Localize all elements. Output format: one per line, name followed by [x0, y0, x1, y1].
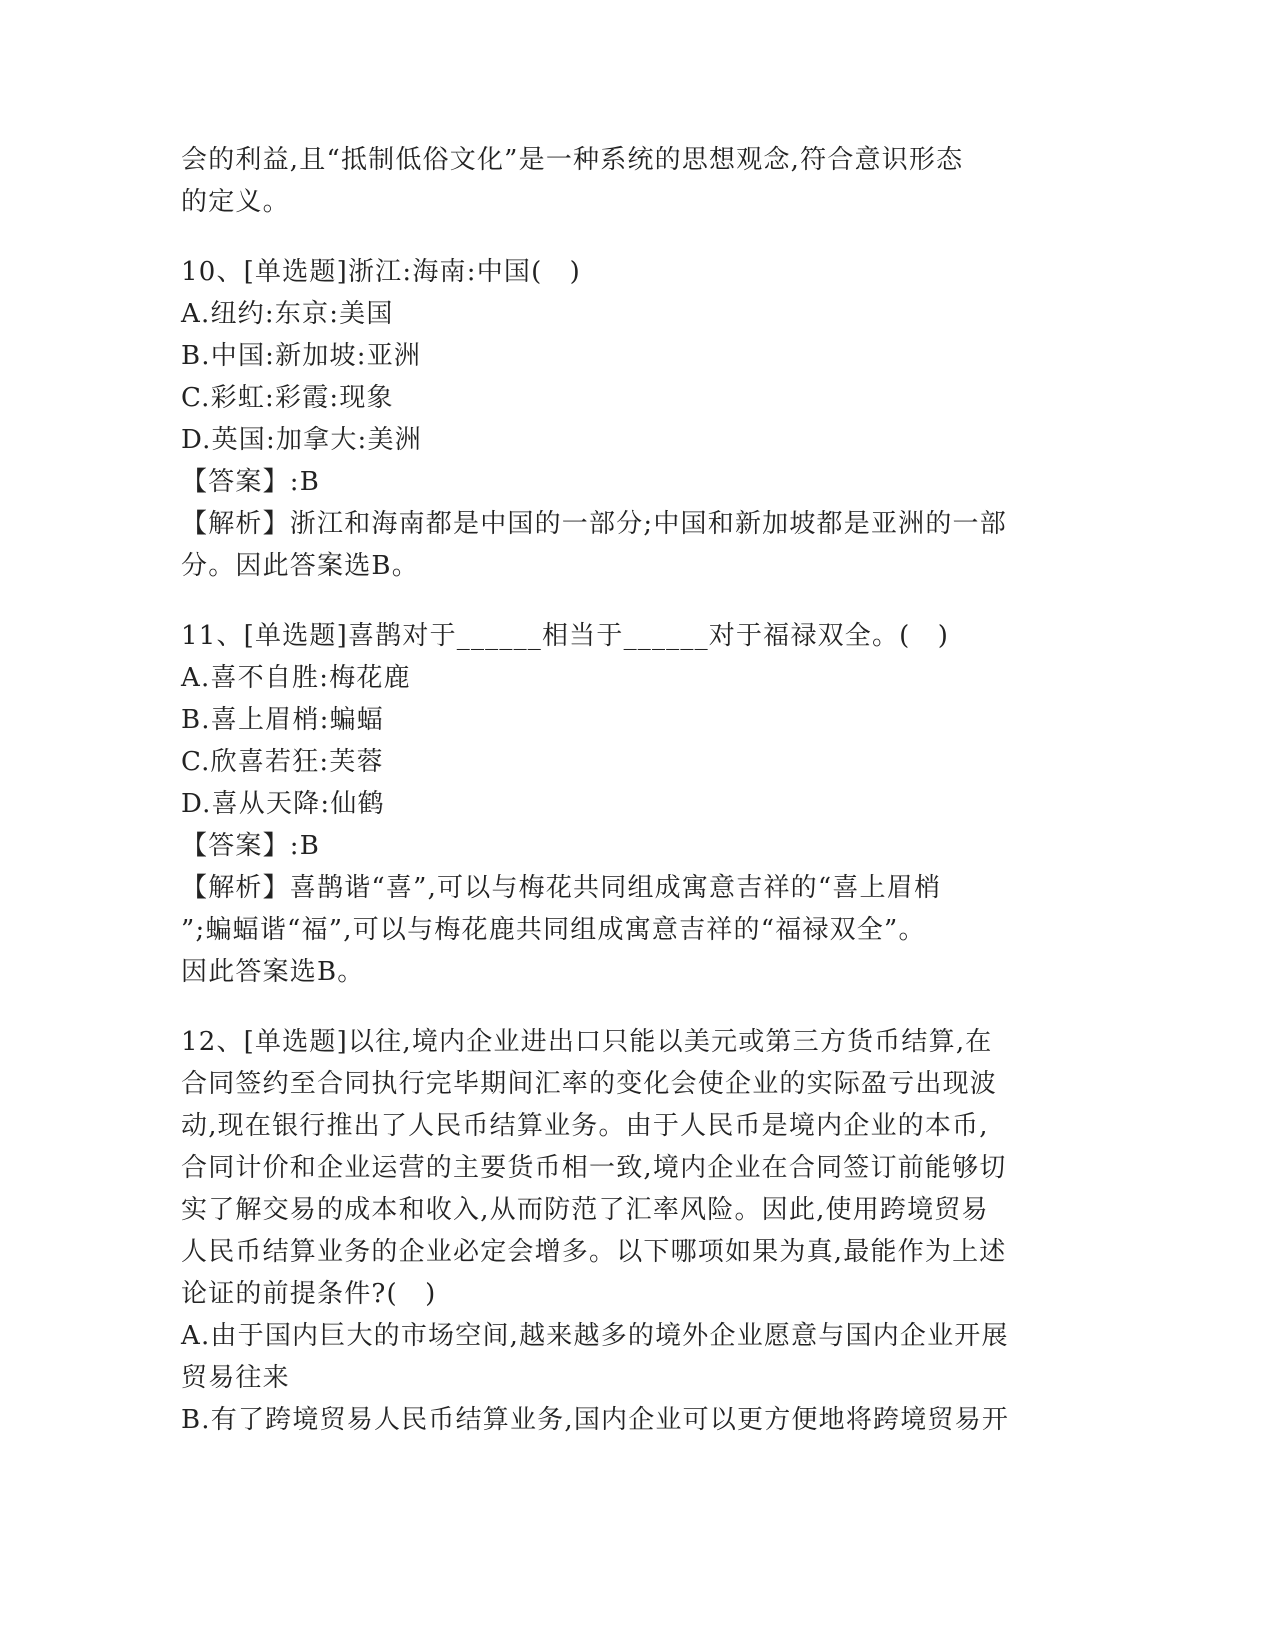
option-b: B.中国:新加坡:亚洲 — [181, 341, 422, 371]
option-c: C.彩虹:彩霞:现象 — [181, 383, 394, 413]
option-d: D.喜从天降:仙鹤 — [181, 789, 385, 819]
option-c: C.欣喜若狂:芙蓉 — [181, 747, 384, 777]
question-stem-line: 12、[单选题]以往,境内企业进出口只能以美元或第三方货币结算,在 — [181, 1027, 993, 1057]
option-b: B.喜上眉梢:蝙蝠 — [181, 705, 384, 735]
analysis-line: ”;蝙蝠谐“福”,可以与梅花鹿共同组成寓意吉祥的“福禄双全”。 — [181, 915, 926, 945]
question-stem-line: 合同计价和企业运营的主要货币相一致,境内企业在合同签订前能够切 — [181, 1153, 1007, 1183]
analysis-line: 因此答案选B。 — [181, 957, 365, 987]
question-10 — [181, 251, 1081, 587]
option-a-line: 贸易往来 — [181, 1363, 290, 1393]
analysis-line: 会的利益,且“抵制低俗文化”是一种系统的思想观念,符合意识形态 — [181, 145, 964, 175]
question-stem-line: 实了解交易的成本和收入,从而防范了汇率风险。因此,使用跨境贸易 — [181, 1195, 989, 1225]
question-stem-line: 人民币结算业务的企业必定会增多。以下哪项如果为真,最能作为上述 — [181, 1237, 1007, 1267]
option-a-line: A.由于国内巨大的市场空间,越来越多的境外企业愿意与国内企业开展 — [181, 1321, 1009, 1351]
question-stem-line: 合同签约至合同执行完毕期间汇率的变化会使企业的实际盈亏出现波 — [181, 1069, 998, 1099]
option-b-line: B.有了跨境贸易人民币结算业务,国内企业可以更方便地将跨境贸易开 — [181, 1405, 1010, 1435]
question-stem-line: 论证的前提条件?( ) — [181, 1279, 437, 1309]
document-page — [181, 139, 1081, 1441]
analysis-line: 的定义。 — [181, 187, 290, 217]
previous-analysis-continuation — [181, 139, 1081, 223]
analysis-line: 【解析】喜鹊谐“喜”,可以与梅花共同组成寓意吉祥的“喜上眉梢 — [181, 873, 942, 903]
question-12 — [181, 1021, 1081, 1441]
option-a: A.纽约:东京:美国 — [181, 299, 394, 329]
answer-line: 【答案】:B — [181, 831, 321, 861]
question-stem: 10、[单选题]浙江:海南:中国( ) — [181, 257, 581, 287]
analysis-line: 【解析】浙江和海南都是中国的一部分;中国和新加坡都是亚洲的一部 — [181, 509, 1007, 539]
question-11 — [181, 615, 1081, 993]
question-stem: 11、[单选题]喜鹊对于______相当于______对于福禄双全。( ) — [181, 621, 950, 651]
option-d: D.英国:加拿大:美洲 — [181, 425, 422, 455]
analysis-line: 分。因此答案选B。 — [181, 551, 419, 581]
answer-line: 【答案】:B — [181, 467, 321, 497]
question-stem-line: 动,现在银行推出了人民币结算业务。由于人民币是境内企业的本币, — [181, 1111, 989, 1141]
option-a: A.喜不自胜:梅花鹿 — [181, 663, 411, 693]
